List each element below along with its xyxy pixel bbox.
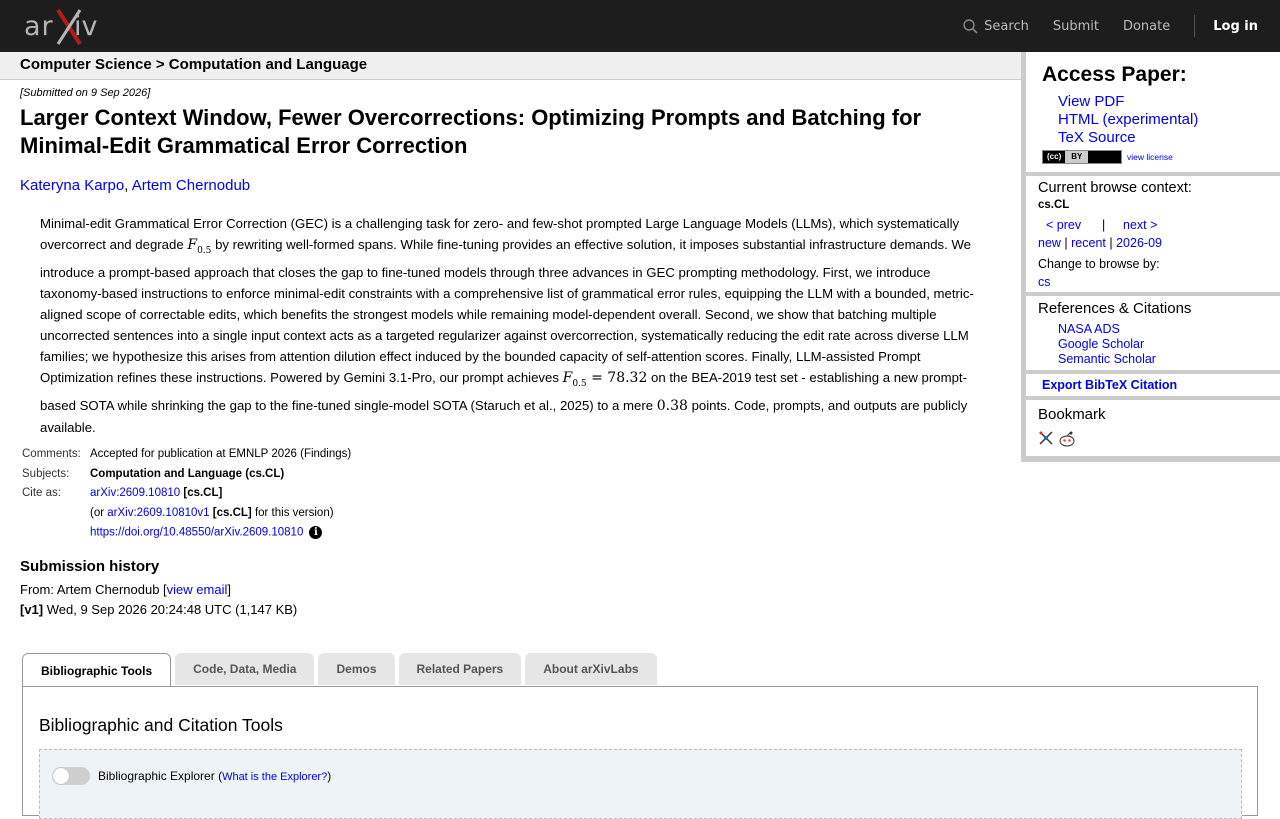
author-link[interactable]: Artem Chernodub [131, 177, 251, 194]
info-icon[interactable]: i [309, 526, 322, 539]
breadcrumb[interactable]: Computer Science > Computation and Language [20, 56, 368, 73]
abstract-text: by rewriting well-formed spans. While fine-tuning provides an effective solution, it imposes substantial infrastructure demands. We introduce a prompt-based approach that closes the gap to fine-tuned models through three advances in GEC prompting methodology. First, we introduce taxonomy-based instructions to enforce minimal-edit constraints with a comprehensive list of grammatical error rules, equipping the LLM with a bounded, metric-aligned scope of correctable edits, which benefits the strongest models while remaining model-dependent overall. Second, we show that batching multiple uncorrected sentences into a single input context acts as a targeted regularizer against overcorrection, systematically reducing the edit rate across diverse LLM families; we hypothesize this arises from attention dilution effect induced by the bounded capacity of self-attention scores. Finally, LLM-assisted Prompt Optimization refines these instructions. Powered by Gemini 3.1-Pro, our prompt achieves [40, 237, 974, 385]
new-link[interactable]: new [1038, 236, 1061, 250]
cite-version-link[interactable]: arXiv:2609.10810v1 [107, 506, 210, 519]
author-link[interactable]: Kateryna Karpo [20, 177, 125, 194]
labs-tabs [22, 653, 657, 687]
bookmark-icons [1038, 430, 1076, 448]
bibsonomy-icon[interactable] [1038, 430, 1054, 446]
abstract [40, 213, 985, 438]
search-icon [963, 19, 978, 34]
author-list [20, 177, 250, 194]
version-label[interactable]: [v1] [20, 602, 44, 617]
references-box [1026, 296, 1280, 370]
submit-link[interactable]: Submit [1052, 18, 1099, 34]
math-f05: $F_{0.5}$ [187, 237, 212, 256]
tex-source-link[interactable]: TeX Source [1058, 129, 1136, 146]
abstract-text: points. Code, prompts, and outputs are publicly available. [40, 397, 968, 435]
search-link[interactable] [963, 19, 1029, 34]
author-separator: , [124, 177, 132, 194]
submission-from: From: Artem Chernodub [view email] [20, 582, 231, 597]
browse-context-code: cs.CL [1038, 199, 1070, 211]
next-link[interactable]: next > [1123, 218, 1158, 232]
comments-value: Accepted for publication at EMNLP 2026 (Findings) [90, 448, 352, 460]
cc-by-license-badge[interactable]: (cc) BY [1042, 150, 1122, 164]
html-link[interactable]: HTML (experimental) [1058, 111, 1199, 128]
breadcrumb-bar [0, 52, 1021, 80]
explorer-toggle[interactable] [52, 767, 90, 785]
doi-row [88, 524, 353, 544]
svg-text:ar: ar [24, 11, 54, 42]
prev-next-separator: | [1102, 218, 1106, 232]
svg-text:iv: iv [74, 11, 98, 42]
cite-version: (or arXiv:2609.10810v1 [cs.CL] for this version) [90, 506, 334, 519]
date-link[interactable]: 2026-09 [1116, 236, 1162, 250]
cite-label: Cite as: [22, 487, 61, 500]
tab-related-papers[interactable]: Related Papers [399, 653, 522, 685]
access-paper-heading: Access Paper: [1042, 63, 1187, 86]
browse-context-heading: Current browse context: [1038, 180, 1192, 196]
bookmark-box [1026, 400, 1280, 456]
header-nav [963, 0, 1280, 52]
cite-link[interactable]: arXiv:2609.10810 [90, 487, 181, 500]
version-v1: [v1] Wed, 9 Sep 2026 20:24:48 UTC (1,147 KB) [20, 602, 298, 617]
arxiv-logo[interactable] [24, 6, 112, 46]
browse-cs-link[interactable]: cs [1038, 275, 1051, 289]
cite-tag: [cs.CL] [183, 487, 223, 500]
submission-date: [Submitted on 9 Sep 2026] [20, 87, 151, 99]
nav-divider [1194, 15, 1195, 37]
tab-panel-heading: Bibliographic and Citation Tools [39, 715, 283, 735]
search-label: Search [984, 18, 1029, 34]
subjects-label: Subjects: [22, 467, 70, 480]
tab-demos[interactable]: Demos [318, 653, 394, 685]
tab-bibliographic-tools[interactable]: Bibliographic Tools [22, 653, 171, 687]
cite-value [88, 485, 353, 505]
version-tag: [cs.CL] [212, 506, 252, 519]
bookmark-heading: Bookmark [1038, 406, 1106, 423]
comments-label: Comments: [22, 448, 81, 460]
top-navbar [0, 0, 1280, 52]
explorer-label: Bibliographic Explorer (What is the Explorer?) [98, 769, 332, 783]
tab-about-arxivlabs[interactable]: About arXivLabs [525, 653, 656, 685]
subjects-value: Computation and Language (cs.CL) [90, 467, 285, 480]
nasa-ads-link[interactable]: NASA ADS [1058, 322, 1120, 336]
donate-link[interactable]: Donate [1122, 18, 1171, 34]
semantic-scholar-link[interactable]: Semantic Scholar [1058, 352, 1156, 366]
paper-title: Larger Context Window, Fewer Overcorrections: Optimizing Prompts and Batching for Minimal-Edit Grammatical Error Correction [20, 105, 922, 158]
view-license-link[interactable]: view license [1127, 152, 1173, 162]
abstract-text: on the BEA-2019 test set - establishing a new prompt-based SOTA while shrinking the gap to the fine-tuned single-model SOTA (Staruch et al., 2025) to a mere [40, 369, 967, 413]
prev-link[interactable]: < prev [1046, 218, 1082, 232]
tab-panel [22, 686, 1258, 816]
export-box [1026, 374, 1280, 396]
change-browse-label: Change to browse by: [1038, 257, 1160, 271]
view-pdf-link[interactable]: View PDF [1058, 93, 1125, 110]
explorer-help-link[interactable]: What is the Explorer? [222, 771, 328, 783]
access-paper-box [1026, 52, 1280, 172]
google-scholar-link[interactable]: Google Scholar [1058, 337, 1145, 351]
browse-links: new | recent | 2026-09 [1038, 236, 1162, 250]
math-score: $F_{0.5} = 78.32$ [562, 369, 648, 389]
abstract-text: Minimal-edit Grammatical Error Correction (GEC) is a challenging task for zero- and few-shot prompted Large Language Models (LLMs), which systematically overcorrect and degrade [40, 216, 960, 252]
references-heading: References & Citations [1038, 300, 1192, 317]
toggle-knob [53, 768, 69, 784]
browse-context-box [1026, 176, 1280, 292]
tab-code-data-media[interactable]: Code, Data, Media [175, 653, 314, 685]
metadata-table [20, 446, 353, 544]
explorer-box [39, 749, 1242, 819]
recent-link[interactable]: recent [1071, 236, 1106, 250]
login-link[interactable]: Log in [1213, 18, 1258, 34]
view-email-link[interactable]: view email [166, 582, 228, 597]
submission-history-heading: Submission history [20, 558, 160, 575]
math-gap: 0.38 [656, 397, 688, 414]
export-bibtex-link[interactable]: Export BibTeX Citation [1042, 378, 1178, 392]
sidebar [1021, 52, 1280, 462]
reddit-icon[interactable] [1058, 430, 1076, 448]
doi-link[interactable]: https://doi.org/10.48550/arXiv.2609.10810 [90, 526, 304, 539]
